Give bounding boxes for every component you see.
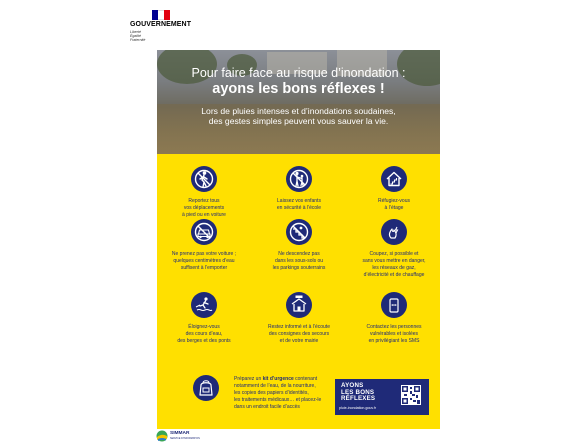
tip-no-car <box>157 219 251 272</box>
tip-text: Réfugiez-vous à l’étage <box>378 198 410 211</box>
phone-contact-icon <box>381 292 407 318</box>
qr-title-2: LES BONS <box>341 388 375 396</box>
house-upstairs-icon <box>381 166 407 192</box>
tip-no-basement <box>252 219 346 272</box>
no-car-icon <box>191 219 217 245</box>
tip-text: Coupez, si possible et sans vous mettre en danger, les réseaux de gaz, d’électricité et de chauffage <box>362 251 426 278</box>
logo-sub: SERVICE D'INFORMATION <box>170 436 200 440</box>
tip-text: Contactez les personnes vulnérables et isolées en privilégiant les SMS <box>366 324 422 344</box>
emergency-kit-text: Préparez un kit d’urgence contenant notamment de l’eau, de la nourriture, les copies des papiers d’identités, les traitements médicaux… et placez-le dans un endroit facile d’accès <box>234 376 322 410</box>
reflexes-qr-box[interactable] <box>335 379 429 415</box>
qr-title-1: AYONS <box>341 382 364 389</box>
tip-contact-vulnerable <box>347 292 441 345</box>
tip-text: Restez informé et à l’écoute des consignes des secours et de votre mairie <box>268 324 330 344</box>
hero-title-line1: Pour faire face au risque d’inondation : <box>191 66 406 80</box>
tip-text: Laissez vos enfants en sécurité à l’école <box>276 198 322 211</box>
tip-postpone-travel <box>157 166 251 219</box>
simmar-logo-icon <box>156 430 168 442</box>
tip-cut-utilities <box>347 219 441 279</box>
logo-name: SIMMAR <box>170 431 190 436</box>
tip-stay-informed <box>252 292 346 345</box>
tips-panel <box>157 154 440 429</box>
qr-code-icon[interactable] <box>401 385 421 405</box>
tip-away-from-rivers <box>157 292 251 345</box>
tip-text: Reportez tous vos déplacements à pied ou en voiture <box>182 198 226 218</box>
no-school-pickup-icon <box>286 166 312 192</box>
gov-title: GOUVERNEMENT <box>130 21 192 28</box>
no-basement-icon <box>286 219 312 245</box>
tip-text: Éloignez-vous des cours d’eau, des berges et des ponts <box>177 324 231 344</box>
town-hall-info-icon <box>286 292 312 318</box>
hero-title-line2: ayons les bons réflexes ! <box>212 81 385 97</box>
emergency-bag-icon <box>193 373 219 403</box>
poster <box>130 10 440 442</box>
hero-subtitle: Lors de pluies intenses et d’inondations soudaines, des gestes simples peuvent vous sauver la vie. <box>201 106 396 126</box>
simmar-logo <box>156 430 200 442</box>
cut-utilities-icon <box>381 219 407 245</box>
no-walking-icon <box>191 166 217 192</box>
tip-go-upstairs <box>347 166 441 212</box>
government-logo <box>130 10 230 50</box>
qr-url[interactable]: pluie-inondation.gouv.fr <box>339 406 377 410</box>
qr-title-3: RÉFLEXES <box>341 395 376 402</box>
gov-motto: Liberté Égalité Fraternité <box>130 30 146 42</box>
hero-flood-photo <box>157 50 440 154</box>
tip-text: Ne prenez pas votre voiture ; quelques centimètres d’eau suffisent à l’emporter <box>171 251 237 271</box>
away-from-river-icon <box>191 292 217 318</box>
tip-text: Ne descendez pas dans les sous-sols ou les parkings souterrains <box>272 251 326 271</box>
tip-children-school <box>252 166 346 212</box>
french-flag-icon <box>152 10 170 20</box>
